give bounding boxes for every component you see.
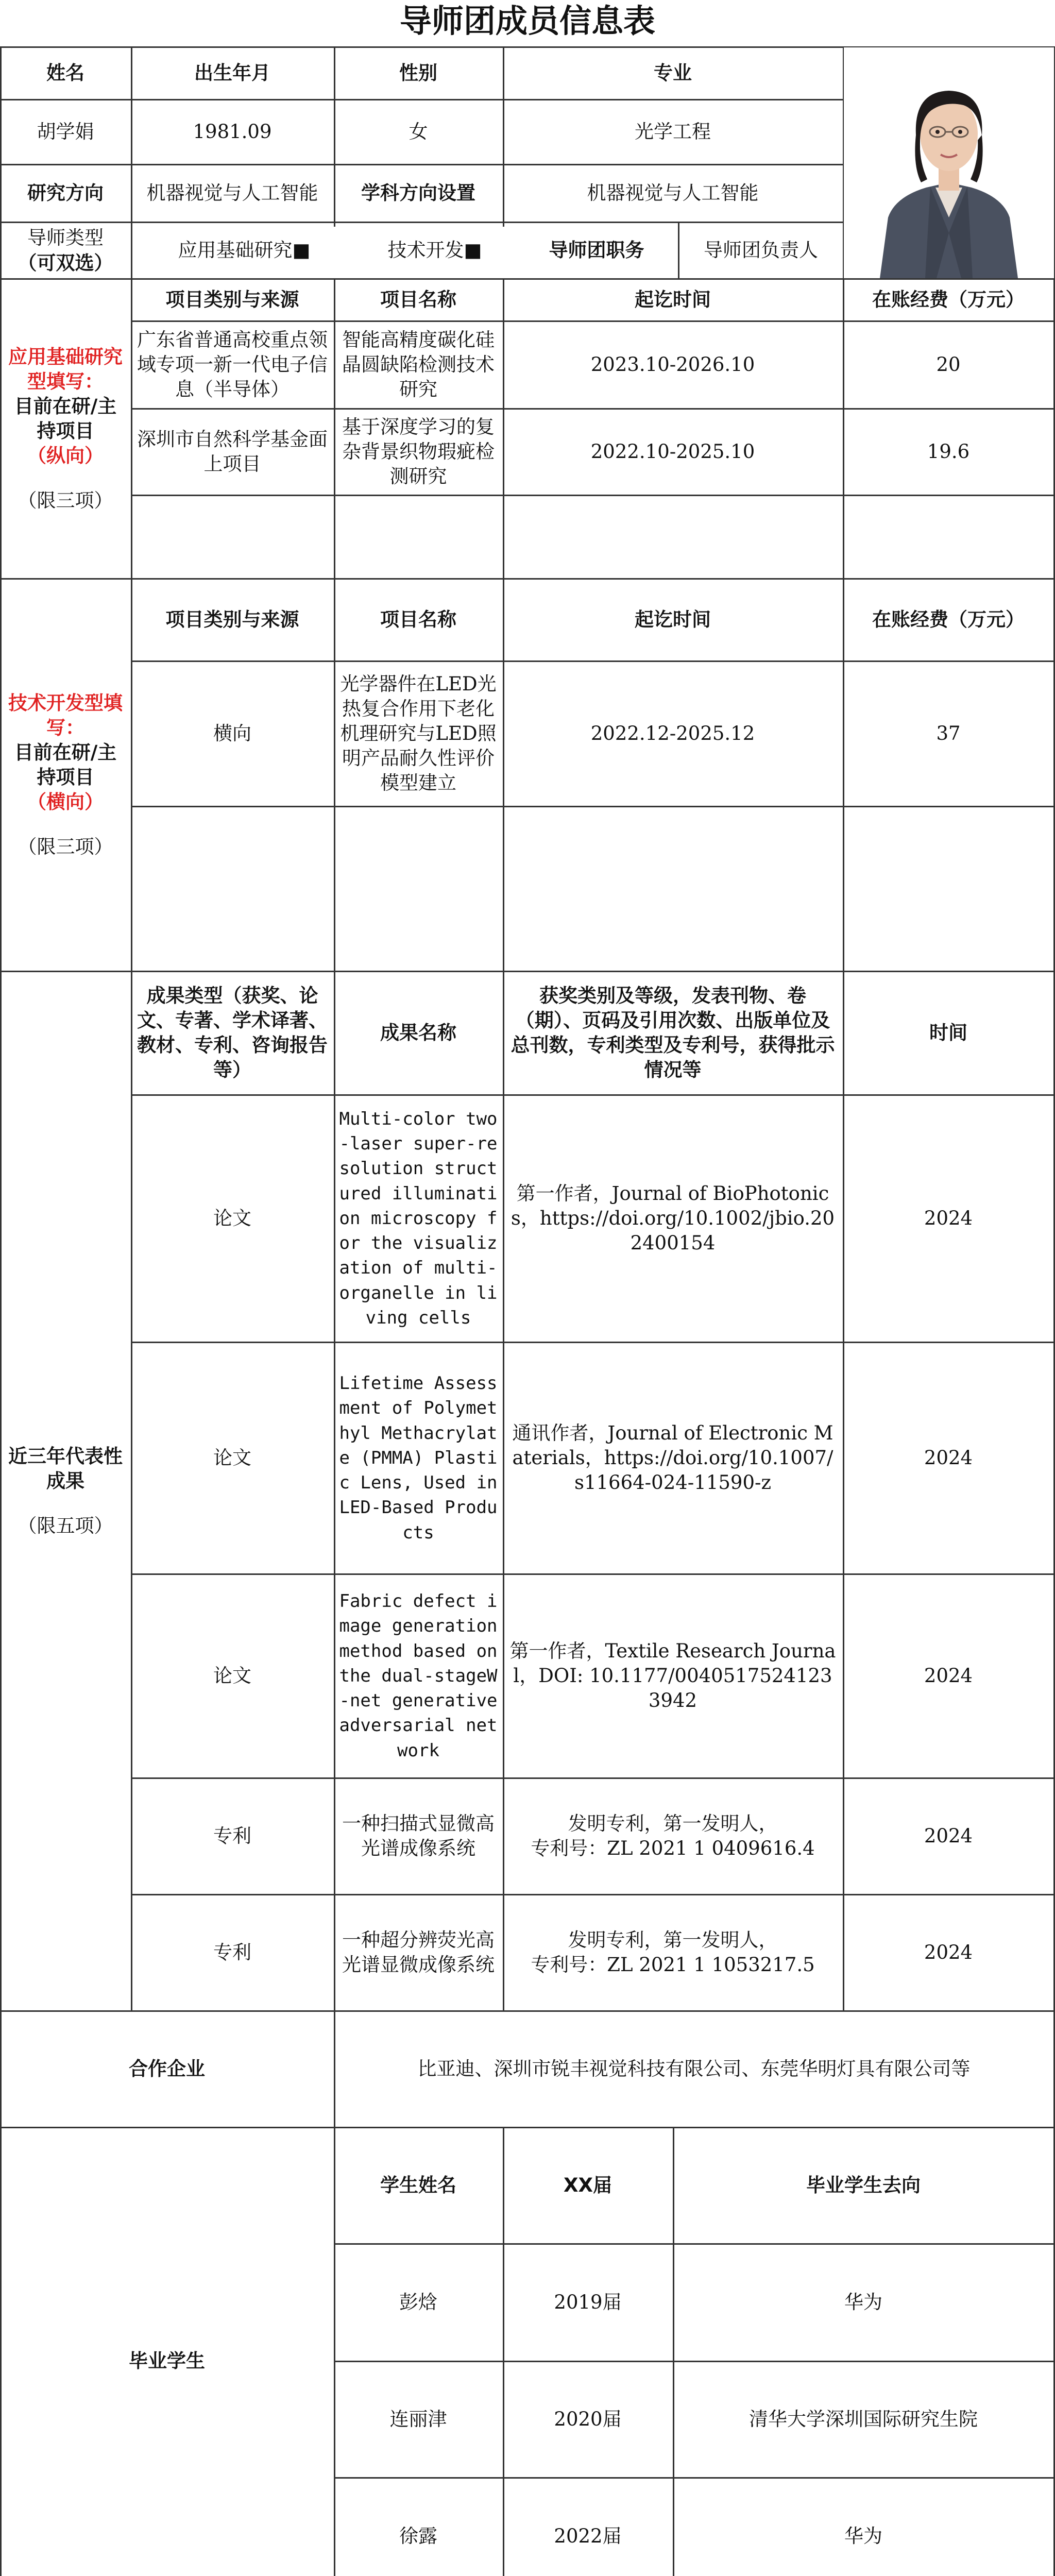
basic-research-header-project: 项目名称 bbox=[380, 288, 456, 311]
achievement-detail: 第一作者，Textile Research Journal，DOI: 10.1177/00405175241233942 bbox=[509, 1639, 836, 1712]
value-gender: 女 bbox=[409, 120, 428, 143]
tech-dev-limit: （限三项） bbox=[18, 836, 113, 858]
basic-research-header-funding: 在账经费（万元） bbox=[872, 288, 1025, 311]
achievements-section-label bbox=[0, 972, 131, 2010]
achievement-type: 论文 bbox=[213, 1207, 251, 1229]
achievements-label: 近三年代表性成果 bbox=[8, 1444, 123, 1492]
person-icon bbox=[844, 47, 1054, 278]
graduates-header-name: 学生姓名 bbox=[380, 2174, 456, 2196]
partners-value: 比亚迪、深圳市锐丰视觉科技有限公司、东莞华明灯具有限公司等 bbox=[417, 2057, 971, 2080]
achievement-year: 2024 bbox=[924, 1207, 973, 1229]
value-major: 光学工程 bbox=[635, 120, 711, 143]
research-direction-label: 研究方向 bbox=[27, 181, 104, 204]
achievements-header-detail: 获奖类别及等级，发表刊物、卷（期）、页码及引用次数、出版单位及总刊数，专利类型及专利号，获得批示情况等 bbox=[511, 984, 835, 1081]
achievement-detail-line1: 发明专利，第一发明人， bbox=[568, 1928, 778, 1951]
achievements-header-type: 成果类型（获奖、论文、专著、学术译著、教材、专利、咨询报告等） bbox=[137, 984, 328, 1081]
achievement-detail-line2: 专利号：ZL 2021 1 1053217.5 bbox=[531, 1954, 815, 1976]
basic-research-limit: （限三项） bbox=[18, 489, 113, 512]
graduate-destination: 华为 bbox=[844, 2524, 882, 2547]
achievement-name: 一种扫描式显微高光谱成像系统 bbox=[342, 1812, 495, 1859]
graduate-name: 连丽津 bbox=[389, 2408, 447, 2430]
achievement-year: 2024 bbox=[924, 1824, 973, 1847]
achievement-year: 2024 bbox=[924, 1446, 973, 1469]
achievement-year: 2024 bbox=[924, 1941, 973, 1963]
header-gender: 性别 bbox=[399, 61, 437, 84]
discipline-label: 学科方向设置 bbox=[361, 181, 475, 204]
mentor-type-option-tech: 技术开发■ bbox=[387, 239, 482, 261]
graduate-destination: 华为 bbox=[844, 2291, 882, 2313]
basic-research-header-period: 起讫时间 bbox=[635, 288, 711, 311]
page-title: 导师团成员信息表 bbox=[399, 2, 655, 40]
tech-dev-header-source: 项目类别与来源 bbox=[165, 608, 299, 631]
achievements-header-name: 成果名称 bbox=[380, 1021, 456, 1044]
header-birth: 出生年月 bbox=[194, 61, 270, 84]
achievement-detail-line2: 专利号：ZL 2021 1 0409616.4 bbox=[531, 1837, 815, 1859]
achievement-type: 论文 bbox=[213, 1664, 251, 1687]
basic-research-label-vertical: （纵向） bbox=[27, 444, 104, 467]
graduate-class: 2022届 bbox=[554, 2524, 622, 2547]
achievement-type: 专利 bbox=[213, 1941, 251, 1963]
mentor-type-label-line1: 导师类型 bbox=[27, 226, 104, 249]
project-period: 2023.10-2026.10 bbox=[590, 353, 755, 376]
basic-research-label-red: 应用基础研究型填写： bbox=[8, 345, 123, 393]
tech-dev-section-label bbox=[0, 579, 131, 971]
header-major: 专业 bbox=[654, 61, 692, 84]
tech-dev-header-funding: 在账经费（万元） bbox=[872, 608, 1025, 631]
achievement-detail bbox=[503, 1895, 843, 2010]
achievement-name: Lifetime Assessment of Polymethyl Methacrylate (PMMA) Plastic Lens, Used in LED-Based Products bbox=[339, 1373, 498, 1543]
basic-research-section-label bbox=[0, 279, 131, 578]
project-name: 基于深度学习的复杂背景织物瑕疵检测研究 bbox=[342, 415, 495, 488]
achievement-year: 2024 bbox=[924, 1664, 973, 1687]
project-funding: 37 bbox=[936, 722, 961, 744]
tech-dev-header-project: 项目名称 bbox=[380, 608, 456, 631]
partners-label: 合作企业 bbox=[129, 2057, 205, 2080]
achievement-detail: 第一作者，Journal of BioPhotonics，https://doi.org/10.1002/jbio.202400154 bbox=[511, 1182, 835, 1255]
achievement-name: Multi-color two-laser super-resolution structured illumination microscopy for the visualization of multi-organelle in living cells bbox=[339, 1108, 498, 1328]
graduates-header-destination: 毕业学生去向 bbox=[806, 2174, 921, 2196]
achievement-type: 专利 bbox=[213, 1824, 251, 1847]
tech-dev-header-period: 起讫时间 bbox=[635, 608, 711, 631]
value-name: 胡学娟 bbox=[37, 120, 94, 143]
graduate-name: 徐露 bbox=[399, 2524, 437, 2547]
tech-dev-label-horizontal: （横向） bbox=[27, 790, 104, 814]
project-source: 广东省普通高校重点领域专项一新一代电子信息（半导体） bbox=[137, 328, 328, 401]
project-funding: 19.6 bbox=[927, 440, 970, 463]
portrait-photo bbox=[844, 47, 1054, 278]
basic-research-header-source: 项目类别与来源 bbox=[165, 288, 299, 311]
achievements-header-time: 时间 bbox=[929, 1021, 967, 1044]
team-duty-value: 导师团负责人 bbox=[704, 239, 818, 261]
achievement-name: Fabric defect image generation method based on the dual-stageW-net generative adversarial network bbox=[339, 1591, 498, 1761]
mentor-type-label bbox=[0, 223, 131, 278]
tech-dev-label: 目前在研/主持项目 bbox=[14, 740, 117, 788]
graduate-class: 2019届 bbox=[554, 2291, 622, 2313]
achievement-detail-line1: 发明专利，第一发明人， bbox=[568, 1812, 778, 1835]
header-name: 姓名 bbox=[46, 61, 84, 84]
graduate-class: 2020届 bbox=[554, 2408, 622, 2430]
tech-dev-label-red: 技术开发型填写： bbox=[8, 691, 123, 739]
achievement-type: 论文 bbox=[213, 1446, 251, 1469]
value-birth: 1981.09 bbox=[193, 120, 272, 143]
project-source: 深圳市自然科学基金面上项目 bbox=[137, 428, 328, 475]
mentor-type-option-basic: 应用基础研究■ bbox=[178, 239, 311, 261]
graduates-header-class: XX届 bbox=[563, 2174, 612, 2196]
achievements-limit: （限五项） bbox=[18, 1515, 113, 1537]
achievement-detail bbox=[503, 1778, 843, 1894]
team-duty-label: 导师团职务 bbox=[549, 239, 644, 261]
achievement-name: 一种超分辨荧光高光谱显微成像系统 bbox=[342, 1928, 495, 1976]
achievement-detail: 通讯作者，Journal of Electronic Materials，https://doi.org/10.1007/s11664-024-11590-z bbox=[512, 1421, 833, 1494]
discipline-value: 机器视觉与人工智能 bbox=[587, 181, 759, 204]
graduate-name: 彭焓 bbox=[399, 2291, 437, 2313]
basic-research-label: 目前在研/主持项目 bbox=[14, 394, 117, 442]
graduate-destination: 清华大学深圳国际研究生院 bbox=[749, 2408, 978, 2430]
project-name: 光学器件在LED光热复合作用下老化机理研究与LED照明产品耐久性评价模型建立 bbox=[340, 672, 497, 794]
project-period: 2022.12-2025.12 bbox=[590, 722, 755, 744]
project-source: 横向 bbox=[213, 722, 251, 744]
project-funding: 20 bbox=[936, 353, 961, 376]
project-name: 智能高精度碳化硅晶圆缺陷检测技术研究 bbox=[342, 328, 495, 401]
mentor-type-label-line2: （可双选） bbox=[18, 251, 113, 274]
research-direction-value: 机器视觉与人工智能 bbox=[146, 181, 318, 204]
project-period: 2022.10-2025.10 bbox=[590, 440, 755, 463]
graduates-label: 毕业学生 bbox=[129, 2349, 205, 2372]
